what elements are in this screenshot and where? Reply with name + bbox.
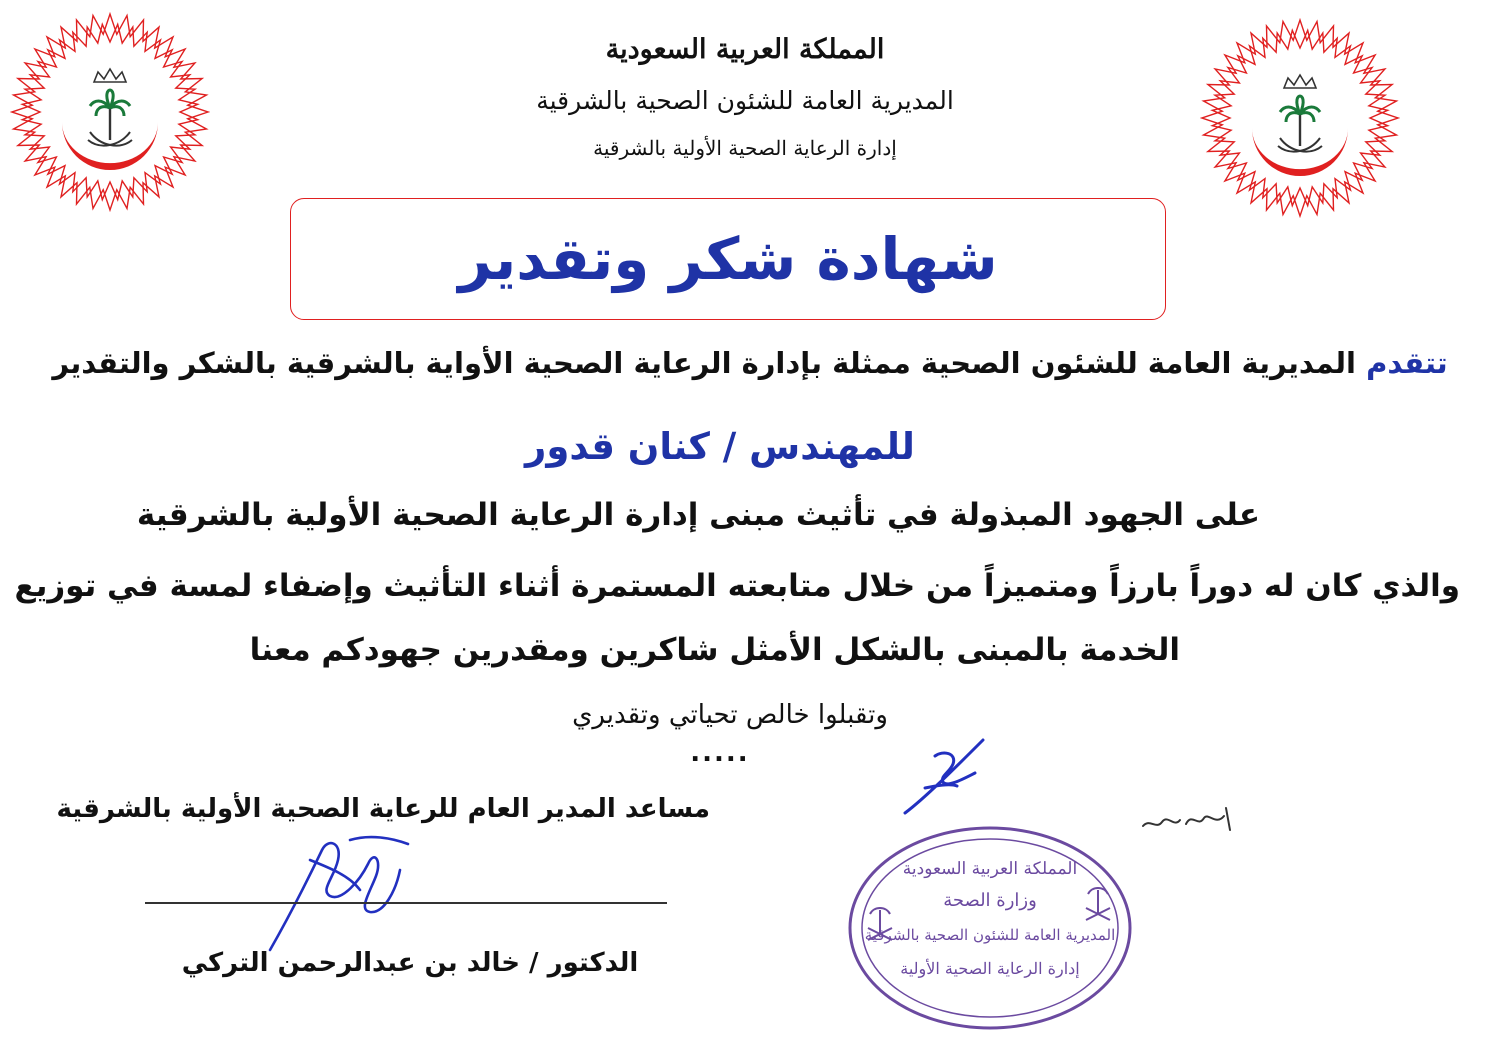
- signatory-name: الدكتور / خالد بن عبدالرحمن التركي: [181, 948, 639, 978]
- saudi-emblem-icon: [1200, 18, 1400, 218]
- stamp-line-1: المملكة العربية السعودية: [902, 859, 1078, 879]
- intro-first-word: تتقدم: [1366, 346, 1448, 380]
- stamp-line-3: المديرية العامة للشئون الصحية بالشرقية: [864, 926, 1116, 944]
- header-directorate: المديرية العامة للشئون الصحية بالشرقية: [536, 86, 954, 115]
- saudi-emblem-left: [10, 12, 210, 212]
- closing-dots: .....: [690, 738, 750, 768]
- header-department: إدارة الرعاية الصحية الأولية بالشرقية: [593, 136, 897, 160]
- intro-rest: المديرية العامة للشئون الصحية ممثلة بإدارة الرعاية الصحية الأواية بالشرقية بالشكر والتقدير: [52, 346, 1367, 380]
- certificate-title-box: [290, 198, 1166, 320]
- handwritten-note-icon: [1138, 796, 1238, 841]
- stamp-line-4: إدارة الرعاية الصحية الأولية: [900, 959, 1080, 978]
- signature-main: [250, 820, 420, 960]
- body-line-1: على الجهود المبذولة في تأثيث مبنى إدارة الرعاية الصحية الأولية بالشرقية: [136, 497, 1260, 533]
- signatory-role: مساعد المدير العام للرعاية الصحية الأولية بالشرقية: [56, 794, 710, 824]
- signature-small: [895, 728, 995, 823]
- intro-line: [40, 346, 1460, 380]
- handwritten-note: [1138, 796, 1238, 841]
- certificate-title: شهادة شكر وتقدير: [458, 225, 998, 293]
- official-stamp: [840, 818, 1140, 1038]
- closing-regards: وتقبلوا خالص تحياتي وتقديري: [572, 700, 888, 730]
- header-country: المملكة العربية السعودية: [605, 34, 885, 65]
- signature-mark-icon: [250, 820, 420, 960]
- saudi-emblem-right: [1200, 18, 1400, 218]
- body-line-3: الخدمة بالمبنى بالشكل الأمثل شاكرين ومقدرين جهودكم معنا: [249, 632, 1180, 668]
- recipient-name: للمهندس / كنان قدور: [525, 425, 915, 468]
- stamp-line-2: وزارة الصحة: [943, 890, 1037, 911]
- signature-mark-icon: [895, 728, 995, 823]
- saudi-emblem-icon: [10, 12, 210, 212]
- body-line-2: والذي كان له دوراً بارزاً ومتميزاً من خلال متابعته المستمرة أثناء التأثيث وإضفاء لمسة في توزيع: [14, 568, 1460, 604]
- signature-line: [145, 902, 667, 904]
